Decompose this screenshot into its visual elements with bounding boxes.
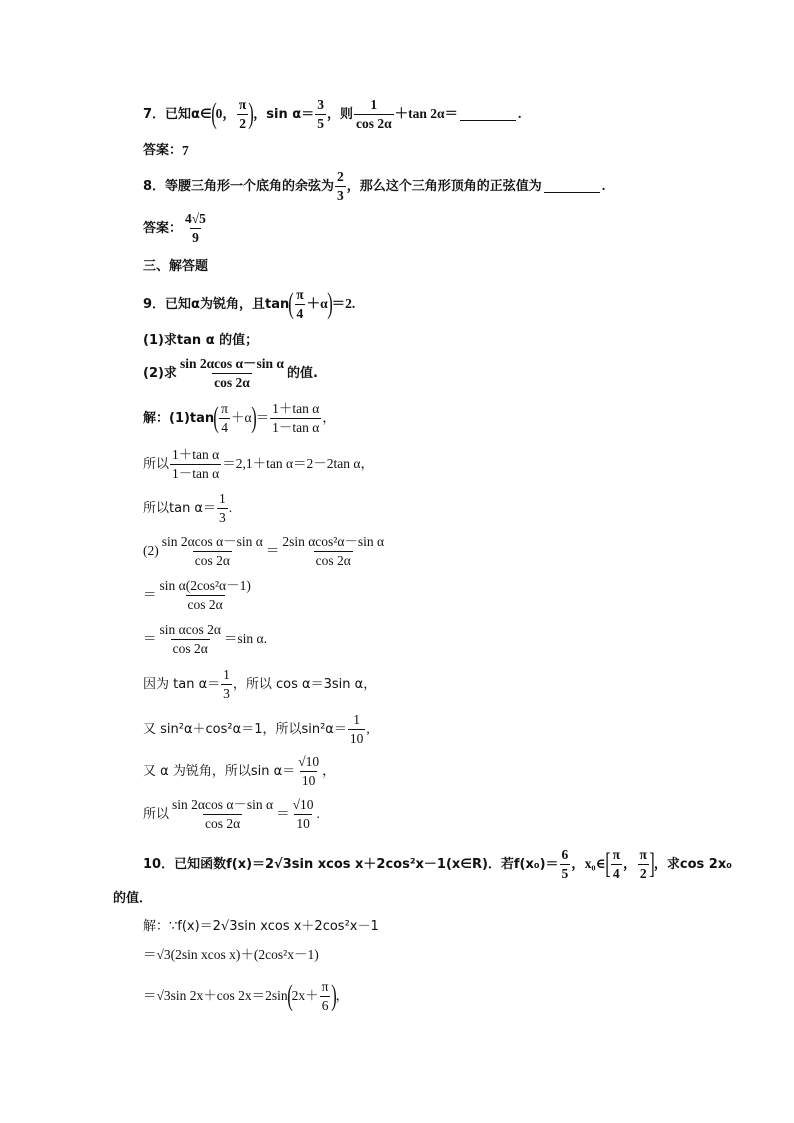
- sol9-line5: [143, 579, 254, 611]
- sol10-line1: [143, 920, 379, 933]
- q8-cos-value: [335, 170, 346, 202]
- sol9-l4-prefix: (2): [143, 543, 159, 559]
- sol9-l9-prefix: 又 α 为锐角，所以sin α＝: [143, 763, 296, 779]
- sol9-l5-num: sin α(2cos²α－1): [159, 578, 251, 593]
- sol10-l3-right-paren: ): [330, 979, 337, 1012]
- q10-line2: 的值．: [113, 891, 153, 906]
- sol9-l10-den1: cos 2α: [204, 815, 241, 831]
- sol9-l3-num: 1: [219, 491, 226, 506]
- q9-pi-quarter: [294, 288, 305, 320]
- sol9-l1-frac: [270, 402, 321, 434]
- sol9-l4-frac2: [280, 535, 386, 567]
- sol9-l2-den: 1－tan α: [172, 465, 220, 481]
- sol10-l3-prefix: ＝√3sin 2x＋cos 2x＝2sin: [143, 988, 288, 1004]
- q10-text: 10．已知函数f(x)＝2√3sin xcos x＋2cos²x－1(x∈R)．若f(x₀)＝: [143, 856, 559, 872]
- sol9-l10-frac1: [170, 798, 275, 830]
- sol9-l4-num1: sin 2αcos α－sin α: [161, 534, 263, 549]
- q8-end: .: [601, 178, 606, 194]
- sol9-l1-pi-quarter: [219, 402, 230, 434]
- sol9-line6: [143, 623, 267, 655]
- sol9-l4-eq: ＝: [265, 543, 280, 559]
- q9-part2: [143, 357, 318, 389]
- sol10-l3-frac: [320, 980, 331, 1012]
- q9-part2-num: sin 2αcos α－sin α: [179, 356, 284, 371]
- q7-interval-left: 0，: [215, 106, 236, 122]
- q7-pi-num: π: [238, 97, 247, 112]
- q10-value-frac: [560, 848, 571, 880]
- q9-left-paren: (: [288, 287, 294, 320]
- answer-8-den: 9: [192, 229, 199, 245]
- sol10-l3-left-paren: (: [286, 979, 293, 1012]
- q10-pi-quarter: [611, 848, 622, 880]
- sol9-l10-frac2: [291, 798, 316, 830]
- sol9-line7: [143, 668, 376, 700]
- q8-tail: ，那么这个三角形顶角的正弦值为: [346, 178, 542, 194]
- sol9-l4-num2: 2sin αcos²α－sin α: [282, 534, 385, 549]
- sol9-l1-four: 4: [221, 419, 228, 435]
- sol9-line3: [143, 492, 232, 524]
- sol9-line10: [143, 798, 320, 830]
- q9-tail: ＝2.: [331, 296, 356, 312]
- q10-right-bracket: ]: [649, 847, 655, 880]
- sol9-line4: [143, 535, 387, 567]
- q10-mid: ，x₀∈: [571, 856, 606, 872]
- answer-7-label: 答案：: [143, 143, 183, 159]
- sol9-l2-frac: [170, 448, 221, 480]
- q10-comma: ，: [622, 856, 637, 872]
- sol9-l2-num: 1＋tan α: [172, 447, 220, 462]
- q10-two: 2: [639, 865, 647, 881]
- q7-sin-den: 5: [317, 115, 324, 131]
- sol9-l4-den1: cos 2α: [194, 552, 230, 568]
- q10-pi1: π: [612, 847, 620, 862]
- q7-f-num: 1: [370, 97, 378, 112]
- sol9-l5-den: cos 2α: [187, 596, 223, 612]
- sol10-l3-inner: 2x＋: [291, 988, 319, 1004]
- answer-7: [143, 144, 189, 158]
- q10-tail: ，求cos 2x₀: [653, 856, 732, 872]
- q10-pi-half: [637, 848, 648, 880]
- sol9-l1-eq: ＝: [255, 410, 270, 426]
- sol9-l5-frac: [158, 579, 253, 611]
- q7-answer-blank: [460, 108, 516, 121]
- sol9-l1-plus: ＋α: [231, 410, 252, 426]
- question-8: [143, 170, 605, 202]
- section-heading: 三、解答题: [143, 259, 209, 274]
- answer-8-value: [183, 212, 208, 244]
- sol9-l7-prefix: 因为 tan α＝: [143, 676, 221, 692]
- q9-part2-prefix: (2)求: [143, 365, 177, 381]
- q9-part2-den: cos 2α: [214, 374, 250, 390]
- q7-f-den: cos 2α: [355, 115, 392, 131]
- q7-left-paren: (: [210, 97, 217, 130]
- sol9-l1-den: 1－tan α: [272, 419, 320, 435]
- answer-8: [143, 212, 209, 244]
- sol9-l7-den: 3: [223, 685, 230, 701]
- q9-part2-frac: [178, 357, 286, 389]
- question-7: [143, 98, 521, 130]
- q7-sin: ，sin α＝: [253, 106, 315, 122]
- sol9-line2: [143, 448, 374, 480]
- sol10-l3-end: ，: [335, 988, 349, 1004]
- sol9-l1-right-paren: ): [250, 401, 257, 434]
- sol9-l7-num: 1: [223, 667, 230, 682]
- sol9-l9-frac: [296, 755, 321, 787]
- sol9-l4-den2: cos 2α: [315, 552, 351, 568]
- sol9-l6-den: cos 2α: [172, 640, 208, 656]
- sol9-l10-end: .: [316, 806, 320, 822]
- q8-num: 2: [337, 169, 344, 184]
- sol9-l4-frac1: [160, 535, 265, 567]
- sol9-l3-prefix: 所以tan α＝: [143, 500, 217, 516]
- sol9-l8-prefix: 又 sin²α＋cos²α＝1，所以sin²α＝: [143, 721, 347, 737]
- q8-den: 3: [337, 187, 344, 203]
- answer-8-label: 答案：: [143, 220, 183, 236]
- q10-left-bracket: [: [604, 847, 611, 880]
- sol9-l10-den2: 10: [296, 815, 310, 831]
- q9-four: 4: [296, 305, 304, 321]
- q10-pi2: π: [639, 847, 647, 862]
- q7-prefix: 7．已知α∈: [143, 106, 212, 122]
- sol9-l10-num2: √10: [292, 797, 314, 812]
- sol9-l3-frac: [217, 492, 228, 524]
- q8-prefix: 8．等腰三角形一个底角的余弦为: [143, 178, 335, 194]
- sol9-line1: [143, 402, 336, 434]
- sol9-l9-den: 10: [301, 772, 316, 788]
- answer-8-num: 4√5: [185, 211, 206, 226]
- sol9-l8-num: 1: [353, 712, 360, 727]
- sol9-l1-end: ，: [322, 410, 336, 426]
- q10-four: 4: [612, 865, 620, 881]
- sol10-l2-text: ＝√3(2sin xcos x)＋(2cos²x－1): [143, 947, 319, 962]
- sol9-l6-eq: ＝: [143, 631, 157, 647]
- q7-pi-den: 2: [239, 115, 246, 131]
- sol9-line9: [143, 755, 336, 787]
- sol9-l10-num1: sin 2αcos α－sin α: [172, 797, 274, 812]
- sol9-l2-tail: ＝2,1＋tan α＝2－2tan α，: [222, 456, 374, 472]
- answer-7-value: 7: [182, 143, 189, 158]
- sol9-line8: [143, 713, 370, 745]
- q9-right-paren: ): [326, 287, 333, 320]
- sol9-l9-end: ，: [322, 763, 336, 779]
- sol10-line2: [143, 948, 319, 962]
- sol9-l10-prefix: 所以: [143, 806, 170, 822]
- sol10-l3-den: 6: [321, 997, 329, 1013]
- sol10-l1-text: 解：∵f(x)＝2√3sin xcos x＋2cos²x－1: [143, 919, 379, 934]
- sol9-l6-frac: [158, 623, 223, 655]
- sol9-l6-tail: ＝sin α.: [223, 631, 267, 647]
- q9-part2-tail: 的值.: [286, 365, 318, 381]
- q9-part1: (1)求tan α 的值；: [143, 333, 259, 348]
- q7-then: ，则: [326, 106, 353, 122]
- sol9-l8-den: 10: [349, 730, 364, 746]
- q9-plus: ＋α: [306, 296, 328, 312]
- sol9-l3-den: 3: [219, 509, 226, 525]
- q9-prefix: 9．已知α为锐角，且tan: [143, 296, 290, 312]
- question-9: [143, 288, 355, 320]
- sol9-l9-num: √10: [298, 754, 320, 769]
- sol9-l7-tail: ，所以 cos α＝3sin α，: [232, 676, 377, 692]
- sol9-l8-end: ,: [366, 721, 370, 737]
- q7-sin-value: [315, 98, 326, 130]
- question-10: [143, 848, 732, 880]
- q7-right-paren: ): [248, 97, 255, 130]
- sol9-l1-pi: π: [221, 401, 228, 416]
- sol9-l3-end: .: [228, 500, 233, 516]
- sol9-l8-frac: [348, 713, 366, 745]
- sol9-l7-frac: [221, 668, 232, 700]
- sol9-l1-prefix: 解：(1)tan: [143, 410, 215, 426]
- q10-den: 5: [561, 865, 569, 881]
- sol9-l1-num: 1＋tan α: [272, 401, 320, 416]
- q7-expression-frac: [354, 98, 394, 130]
- sol10-line3: [143, 980, 349, 1012]
- q8-answer-blank: [544, 180, 600, 193]
- sol9-l5-eq: ＝: [143, 587, 157, 603]
- q7-sin-num: 3: [317, 97, 324, 112]
- q9-pi: π: [296, 287, 304, 302]
- sol10-l3-num: π: [321, 979, 329, 994]
- q10-num: 6: [561, 847, 569, 862]
- sol9-l6-num: sin αcos 2α: [159, 622, 221, 637]
- q7-pi-half: [237, 98, 248, 130]
- q7-end: .: [518, 106, 522, 122]
- sol9-l10-eq: ＝: [276, 806, 290, 822]
- sol9-l2-prefix: 所以: [143, 456, 170, 472]
- sol9-l1-left-paren: (: [213, 401, 219, 434]
- q7-tail: ＋tan 2α＝: [394, 106, 459, 122]
